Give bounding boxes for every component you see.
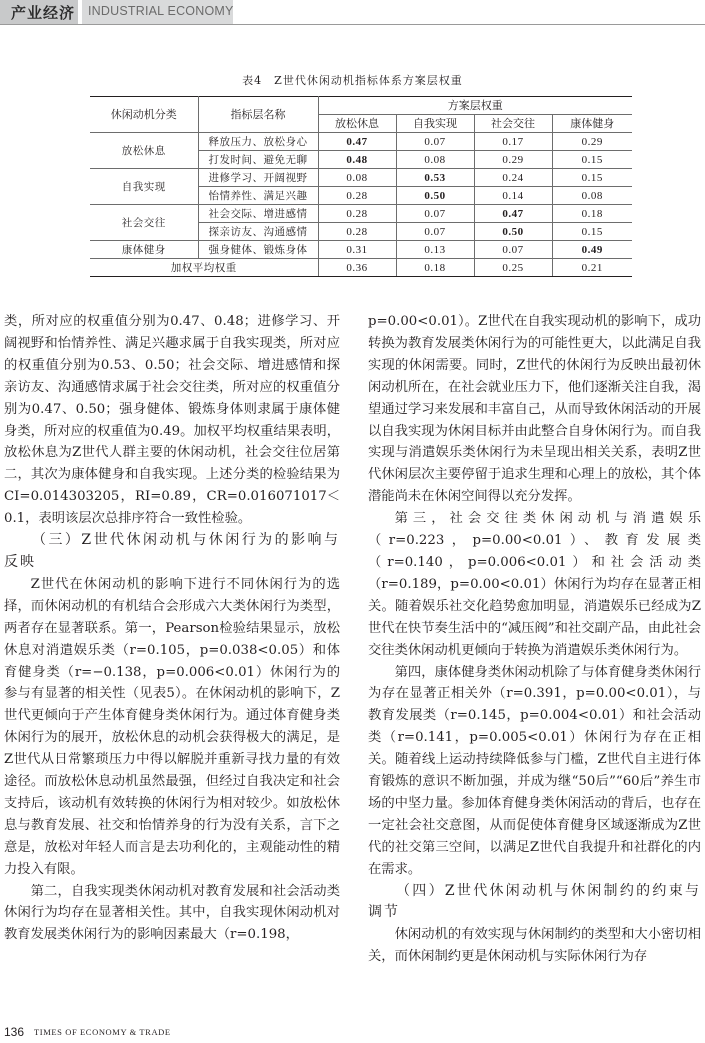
weight-value: 0.15 [552, 169, 632, 187]
indicator-name: 探亲访友、沟通感情 [198, 223, 318, 241]
header-scheme: 康体健身 [552, 115, 632, 133]
paragraph: p=0.00<0.01）。Z世代在自我实现动机的影响下，成功转换为教育发展类休闲行为的可能性更大，以此满足自我实现的休闲需要。同时，Z世代的休闲行为反映出最初休闲动机所在，在社会就业压力下，他们逐渐关注自我，渴望通过学习来发展和丰富自己，从而导致休闲活动的开展以自我实现为休闲目标并由此整合自身休闲行为。而自我实现与消遣娱乐类休闲行为未呈现出相关关系，表明Z世代休闲层次主要停留于追求生理和心理上的放松，其个体潜能尚未在休闲空间得以充分发挥。 [368, 314, 701, 505]
table-caption: 表4 Z世代休闲动机指标体系方案层权重 [242, 74, 463, 87]
weight-value: 0.17 [474, 133, 552, 151]
header-rule [0, 24, 705, 25]
page-number: 136 [4, 1025, 25, 1039]
paragraph: 类，所对应的权重值分别为0.47、0.48；进修学习、开阔视野和怡情养性、满足兴趣求属于自我实现类，所对应的权重值分别为0.53、0.50；社会交际、增进感情和探亲访友、沟通感情求属于社会交往类，所对应的权重值分别为0.47、0.50；强身健体、锻炼身体则隶属于康体健身类，所对应的权重值为0.49。加权平均权重结果表明，放松休息为Z世代人群主要的休闲动机，社会交往位居第二，其次为康体健身和自我实现。上述分类的检验结果为CI=0.014303205，RI=0.89，CR=0.016071017＜0.1，表明该层次总排序符合一致性检验。 [4, 314, 340, 527]
weight-value: 0.48 [318, 151, 396, 169]
indicator-name: 进修学习、开阔视野 [198, 169, 318, 187]
page-header [0, 0, 705, 26]
weight-value: 0.15 [552, 151, 632, 169]
weight-value: 0.08 [318, 169, 396, 187]
indicator-name: 释放压力、放松身心 [198, 133, 318, 151]
paragraph: Z世代在休闲动机的影响下进行不同休闲行为的选择，而休闲动机的有机结合会形成六大类休闲行为类型，两者存在显著联系。第一，Pearson检验结果显示，放松休息对消遣娱乐类（r=0.105，p=0.038<0.05）和体育健身类（r=−0.138，p=0.006<0.01）休闲行为的参与有显著的相关性（见表5）。在休闲动机的影响下，Z世代更倾向于产生体育健身类休闲行为。通过体育健身类休闲行为的展开，放松休息的动机会获得极大的满足，是Z世代从日常繁琐压力中得以解脱并重新寻找力量的有效途径。而放松休息动机虽然最强，但经过自我决定和社会支持后，该动机有效转换的休闲行为相对较少。如放松休息与教育发展、社交和怡情养身的行为没有关系，言下之意是，放松对年轻人而言是去功利化的，主观能动性的精力投入有限。 [4, 576, 340, 877]
table-row [90, 133, 632, 151]
section-heading: （三）Z世代休闲动机与休闲行为的影响与反映 [4, 532, 340, 570]
summary-label: 加权平均权重 [90, 259, 318, 277]
header-scheme: 自我实现 [396, 115, 474, 133]
weights-table [90, 96, 632, 277]
weight-value: 0.31 [318, 241, 396, 259]
weight-value: 0.47 [318, 133, 396, 151]
indicator-name: 强身健体、锻炼身体 [198, 241, 318, 259]
table-row [90, 169, 632, 187]
weight-value: 0.07 [474, 241, 552, 259]
section-heading: （四）Z世代休闲动机与休闲制约的约束与调节 [368, 882, 701, 921]
left-text-column [4, 311, 340, 946]
indicator-name: 社会交际、增进感情 [198, 205, 318, 223]
weight-value: 0.53 [396, 169, 474, 187]
weight-value: 0.29 [474, 151, 552, 169]
header-category: 休闲动机分类 [90, 97, 198, 133]
header-scheme: 放松休息 [318, 115, 396, 133]
motivation-category: 放松休息 [90, 133, 198, 169]
weight-value: 0.29 [552, 133, 632, 151]
paragraph: 休闲动机的有效实现与休闲制约的类型和大小密切相关，而休闲制约更是休闲动机与实际休闲行为存 [368, 927, 701, 965]
section-title-cn: 产业经济 [11, 4, 76, 22]
weight-value: 0.28 [318, 223, 396, 241]
weight-value: 0.07 [396, 205, 474, 223]
weight-value: 0.47 [474, 205, 552, 223]
summary-value: 0.21 [552, 259, 632, 277]
weight-value: 0.14 [474, 187, 552, 205]
weight-value: 0.28 [318, 187, 396, 205]
paragraph: 第二，自我实现类休闲动机对教育发展和社会活动类休闲行为均存在显著相关性。其中，自我实现休闲动机对教育发展类休闲行为的影响因素最大（r=0.198， [4, 883, 340, 943]
indicator-name: 打发时间、避免无聊 [198, 151, 318, 169]
right-text-column [368, 311, 701, 968]
weight-value: 0.07 [396, 133, 474, 151]
summary-value: 0.25 [474, 259, 552, 277]
header-scheme: 社会交往 [474, 115, 552, 133]
weight-value: 0.18 [552, 205, 632, 223]
summary-value: 0.36 [318, 259, 396, 277]
header-scheme-group: 方案层权重 [318, 97, 632, 115]
header-indicator: 指标层名称 [198, 97, 318, 133]
table-row [90, 241, 632, 259]
summary-value: 0.18 [396, 259, 474, 277]
weight-value: 0.28 [318, 205, 396, 223]
motivation-category: 社会交往 [90, 205, 198, 241]
weight-value: 0.50 [474, 223, 552, 241]
weight-value: 0.08 [552, 187, 632, 205]
paragraph: 第四，康体健身类休闲动机除了与体育健身类休闲行为存在显著正相关外（r=0.391，p=0.00<0.01），与教育发展类（r=0.145，p=0.004<0.01）和社会活动类（r=0.141，p=0.005<0.01）休闲行为存在正相关。随着线上运动持续降低参与门槛，Z世代自主进行体育锻炼的意识不断加强，并成为继“50后”“60后”养生市场的中坚力量。参加体育健身类休闲活动的背后，也存在一定社会社交意图，从而促使体育健身区域逐渐成为Z世代的社交第三空间，以满足Z世代自我提升和社群化的内在需求。 [368, 664, 701, 877]
motivation-category: 康体健身 [90, 241, 198, 259]
motivation-category: 自我实现 [90, 169, 198, 205]
table-row [90, 205, 632, 223]
weight-value: 0.13 [396, 241, 474, 259]
weight-value: 0.15 [552, 223, 632, 241]
weight-value: 0.24 [474, 169, 552, 187]
summary-row [90, 259, 632, 277]
weight-value: 0.07 [396, 223, 474, 241]
weight-value: 0.08 [396, 151, 474, 169]
weight-value: 0.50 [396, 187, 474, 205]
indicator-name: 怡情养性、满足兴趣 [198, 187, 318, 205]
journal-name: TIMES OF ECONOMY & TRADE [34, 1027, 171, 1037]
paragraph: 第三，社会交往类休闲动机与消遣娱乐（r=0.223，p=0.00<0.01）、教育发展类（r=0.140，p=0.006<0.01）和社会活动类（r=0.189，p=0.00<0.01）休闲行为均存在显著正相关。随着娱乐社交化趋势愈加明显，消遣娱乐已经成为Z世代在快节奏生活中的“减压阀”和社交副产品，由此社会交往类休闲动机更倾向于转换为消遣娱乐类休闲行为。 [368, 511, 701, 658]
weight-value: 0.49 [552, 241, 632, 259]
section-title-en: INDUSTRIAL ECONOMY [88, 4, 234, 18]
